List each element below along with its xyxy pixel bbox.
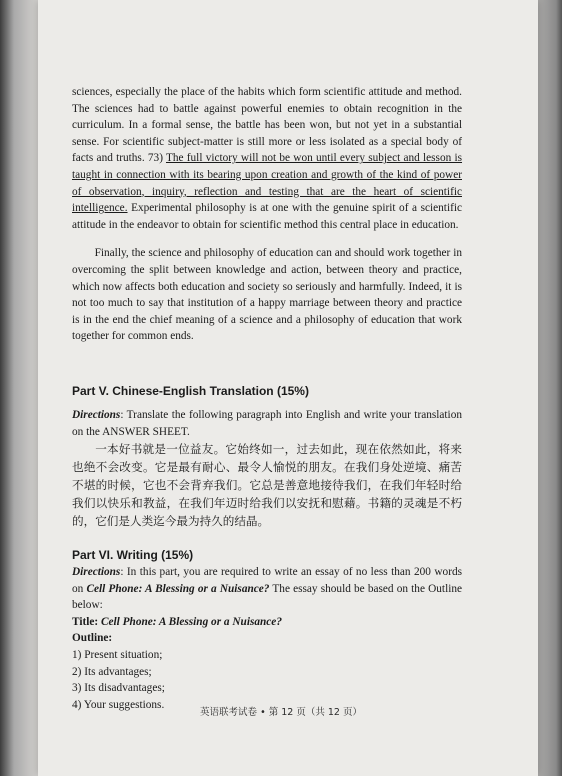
directions-text: : In this part, you are required to write an essay of no less than 200 words on [72, 566, 462, 595]
outline-item: 4) Your suggestions. [72, 698, 165, 711]
part5-directions [72, 407, 462, 440]
title-value: Cell Phone: A Blessing or a Nuisance? [100, 615, 282, 628]
outline-item: 2) Its advantages; [72, 665, 152, 678]
outline-heading: Outline: [72, 632, 113, 645]
outline-item: 1) Present situation; [72, 649, 163, 662]
outline-item: 3) Its disadvantages; [72, 682, 165, 695]
essay-title: Title: Cell Phone: A Blessing or a Nuisance? [72, 615, 282, 628]
section-heading-part-6: Part VI. Writing (15%) [72, 548, 194, 563]
directions-label: Directions [72, 566, 121, 579]
section-heading-part-5: Part V. Chinese-English Translation (15%) [72, 383, 309, 398]
passage-paragraph-1 [72, 84, 462, 233]
question-marker: 73) [147, 152, 163, 165]
directions-label: Directions [72, 408, 121, 421]
part6-directions [72, 564, 462, 614]
page-content [72, 84, 462, 713]
chinese-paragraph: 一本好书就是一位益友。它始终如一，过去如此，现在依然如此，将来也绝不会改变。它是最有耐心、最令人愉悦的朋友。在我们身处逆境、痛苦不堪的时候，它也不会背弃我们。它总是善意地接待我们，在我们年轻时给我们以快乐和教益，在我们年迈时给我们以安抚和慰藉。书籍的灵魂是不朽的，它们是人类迄今最为持久的结晶。 [72, 442, 462, 529]
outline-label: Outline [72, 632, 109, 645]
underlined-sentence: The full victory will not be won until every subject and lesson is taught in connection with its bearing upon creation and growth of the kind of power of observation, inquiry, reflection and testing that are the heart of scientific intelligence. [72, 152, 463, 215]
passage-text: Experimental philosophy is at one with the genuine spirit of a scientific attitude in the endeavor to obtain for scientific method this central place in education. [72, 202, 462, 231]
page-footer: 英语联考试卷 • 第 12 页（共 12 页） [200, 707, 362, 718]
essay-topic: Cell Phone: A Blessing or a Nuisance? [86, 582, 270, 595]
directions-text: : Translate the following paragraph into English and write your translation on the ANSWER SHEET. [72, 408, 462, 438]
passage-text: sciences, especially the place of the habits which form scientific attitude and method. The sciences had to battle against powerful enemies to obtain recognition in the curriculum. In a formal sense, the battle has been won, but not yet in a substantial sense. For scientific subject-matter is still more or less isolated as a special body of facts and truths. [72, 86, 462, 165]
title-label: Title [72, 615, 95, 628]
passage-paragraph-2: Finally, the science and philosophy of education can and should work together in overcoming the split between knowledge and action, between theory and practice, which now affects both education and society so seriously and harmfully. Indeed, it is not too much to say that institution of a happy marriage between theory and practice is in the end the chief meaning of a science and a philosophy of education that work together for common ends. [72, 247, 462, 343]
directions-text: The essay should be based on the Outline below: [72, 582, 463, 612]
